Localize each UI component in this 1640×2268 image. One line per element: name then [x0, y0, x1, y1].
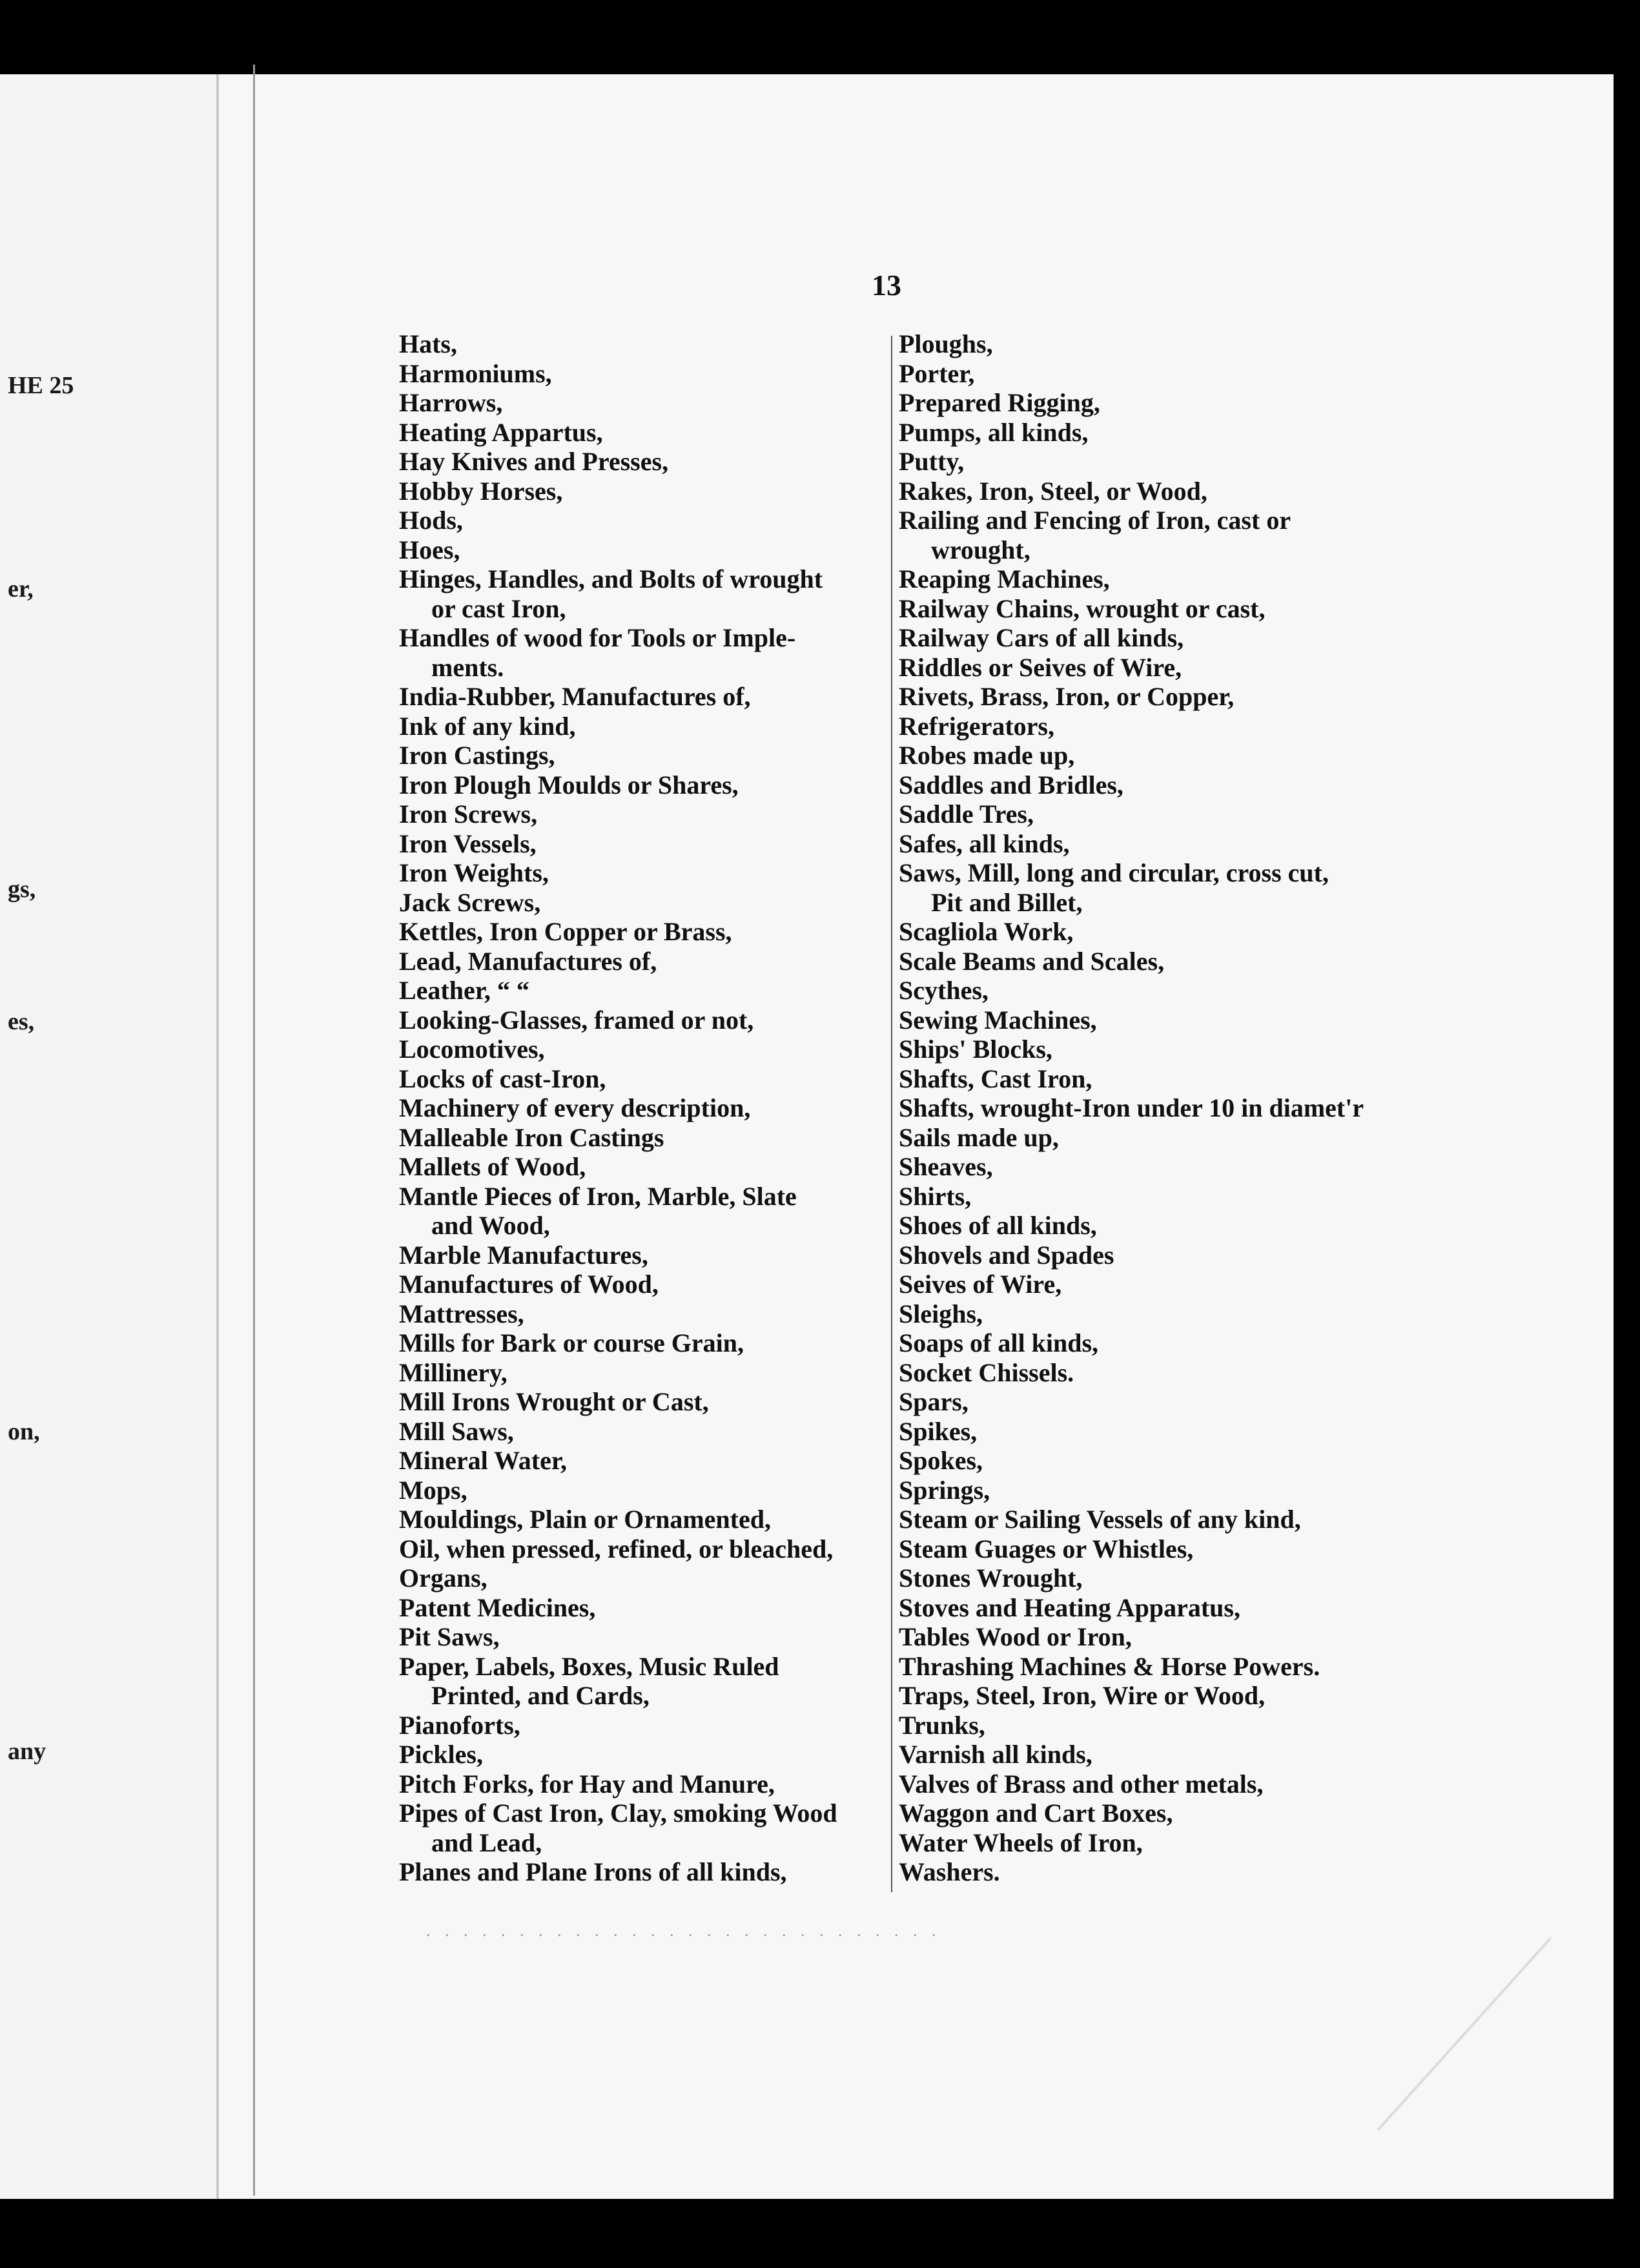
list-item-continuation: Printed, and Cards, — [431, 1681, 650, 1710]
list-item: Iron Screws, — [399, 799, 538, 829]
list-item: Locks of cast-Iron, — [399, 1064, 606, 1093]
list-item: Machinery of every description, — [399, 1093, 751, 1122]
list-item: Marble Manufactures, — [399, 1240, 648, 1270]
facing-page-fragment: er, — [8, 575, 34, 603]
list-item: Steam or Sailing Vessels of any kind, — [899, 1505, 1301, 1534]
list-item: Mouldings, Plain or Ornamented, — [399, 1505, 771, 1534]
list-item: Sheaves, — [899, 1152, 993, 1181]
list-item: Jack Screws, — [399, 887, 541, 917]
list-item: Railway Cars of all kinds, — [899, 623, 1184, 652]
list-item: Heating Appartus, — [399, 417, 603, 447]
facing-page-edge — [0, 74, 216, 2199]
list-item: Ink of any kind, — [399, 711, 576, 741]
list-item: Shovels and Spades — [899, 1240, 1114, 1270]
list-item: Mops, — [399, 1475, 467, 1505]
list-item: Mill Saws, — [399, 1416, 514, 1446]
list-item: Shafts, Cast Iron, — [899, 1064, 1092, 1093]
list-item: Water Wheels of Iron, — [899, 1828, 1143, 1857]
list-item: Saddles and Bridles, — [899, 770, 1123, 799]
facing-page-fragment: es, — [8, 1008, 35, 1035]
page-footer-marks: . . . . . . . . . . . . . . . . . . . . . . . . . . . . — [426, 1921, 941, 1940]
list-item: Leather, “ “ — [399, 976, 529, 1005]
list-item: Sewing Machines, — [899, 1005, 1097, 1035]
list-item: Patent Medicines, — [399, 1593, 596, 1622]
list-item: Hods, — [399, 506, 463, 535]
facing-page-fragment: on, — [8, 1418, 40, 1445]
list-item: Malleable Iron Castings — [399, 1122, 664, 1152]
list-item: Ships' Blocks, — [899, 1035, 1052, 1064]
list-item: Soaps of all kinds, — [899, 1328, 1099, 1357]
list-item: Refrigerators, — [899, 711, 1054, 741]
list-item: Trunks, — [899, 1710, 985, 1740]
list-item: Washers. — [899, 1857, 1000, 1886]
list-item: Mattresses, — [399, 1299, 524, 1328]
list-item: Traps, Steel, Iron, Wire or Wood, — [899, 1681, 1266, 1710]
list-item: Harrows, — [399, 388, 503, 417]
list-item: Hay Knives and Presses, — [399, 447, 669, 476]
list-item-continuation: or cast Iron, — [431, 593, 566, 623]
right-column-list — [899, 329, 1389, 1887]
list-item: Rivets, Brass, Iron, or Copper, — [899, 682, 1235, 711]
list-item: Riddles or Seives of Wire, — [899, 652, 1182, 682]
list-item: Sleighs, — [899, 1299, 983, 1328]
list-item: Robes made up, — [899, 741, 1075, 770]
list-item: Spars, — [899, 1387, 969, 1416]
list-item: Mantle Pieces of Iron, Marble, Slate — [399, 1181, 797, 1211]
list-item: Railing and Fencing of Iron, cast or — [899, 506, 1291, 535]
list-item: Pumps, all kinds, — [899, 417, 1089, 447]
list-item: Hats, — [399, 329, 457, 358]
list-item-continuation: wrought, — [931, 535, 1030, 564]
list-item: Springs, — [899, 1475, 990, 1505]
facing-page-fragment: any — [8, 1738, 46, 1765]
page-number: 13 — [872, 269, 901, 302]
list-item: Saddle Tres, — [899, 799, 1034, 829]
list-item: Scagliola Work, — [899, 917, 1074, 946]
list-item: Putty, — [899, 447, 965, 476]
left-column-list — [399, 329, 890, 1887]
scan-border — [0, 0, 1640, 77]
list-item: Iron Castings, — [399, 741, 555, 770]
list-item: Seives of Wire, — [899, 1270, 1062, 1299]
list-item: Waggon and Cart Boxes, — [899, 1799, 1173, 1828]
list-item: Porter, — [899, 358, 975, 388]
list-item: Reaping Machines, — [899, 564, 1110, 593]
list-item: Varnish all kinds, — [899, 1740, 1092, 1769]
list-item: Spokes, — [899, 1446, 983, 1475]
list-item: Safes, all kinds, — [899, 829, 1070, 858]
list-item: Shafts, wrought-Iron under 10 in diamet'r — [899, 1093, 1364, 1122]
list-item: Saws, Mill, long and circular, cross cut, — [899, 858, 1329, 887]
list-item-continuation: Pit and Billet, — [931, 887, 1083, 917]
list-item: Oil, when pressed, refined, or bleached, — [399, 1534, 834, 1563]
list-item: Shirts, — [899, 1181, 972, 1211]
list-item: Pickles, — [399, 1740, 483, 1769]
list-item: Planes and Plane Irons of all kinds, — [399, 1857, 787, 1886]
facing-page-fragment: gs, — [8, 876, 36, 903]
list-item-continuation: and Lead, — [431, 1828, 542, 1857]
list-item: Pianoforts, — [399, 1710, 520, 1740]
facing-page-fragment: HE 25 — [8, 372, 74, 399]
list-item: Ploughs, — [899, 329, 993, 358]
list-item: India-Rubber, Manufactures of, — [399, 682, 751, 711]
list-item-continuation: ments. — [431, 652, 504, 682]
list-item: Looking-Glasses, framed or not, — [399, 1005, 754, 1035]
list-item: Handles of wood for Tools or Imple- — [399, 623, 796, 652]
list-item: Locomotives, — [399, 1035, 545, 1064]
list-item: Scythes, — [899, 976, 989, 1005]
list-item: Railway Chains, wrought or cast, — [899, 593, 1266, 623]
list-item: Hoes, — [399, 535, 460, 564]
list-item: Manufactures of Wood, — [399, 1270, 659, 1299]
list-item: Scale Beams and Scales, — [899, 946, 1165, 976]
list-item: Mallets of Wood, — [399, 1152, 586, 1181]
list-item: Spikes, — [899, 1416, 978, 1446]
list-item: Shoes of all kinds, — [899, 1211, 1097, 1240]
list-item: Pit Saws, — [399, 1622, 500, 1651]
list-item: Pipes of Cast Iron, Clay, smoking Wood — [399, 1799, 837, 1828]
list-item: Organs, — [399, 1563, 487, 1593]
list-item: Mill Irons Wrought or Cast, — [399, 1387, 709, 1416]
list-item: Socket Chissels. — [899, 1357, 1074, 1387]
list-item-continuation: and Wood, — [431, 1211, 550, 1240]
list-item: Mills for Bark or course Grain, — [399, 1328, 744, 1357]
list-item: Rakes, Iron, Steel, or Wood, — [899, 476, 1207, 506]
list-item: Millinery, — [399, 1357, 507, 1387]
list-item: Steam Guages or Whistles, — [899, 1534, 1194, 1563]
list-item: Harmoniums, — [399, 358, 552, 388]
list-item: Prepared Rigging, — [899, 388, 1100, 417]
list-item: Thrashing Machines & Horse Powers. — [899, 1651, 1320, 1681]
list-item: Hinges, Handles, and Bolts of wrought — [399, 564, 823, 593]
list-item: Tables Wood or Iron, — [899, 1622, 1132, 1651]
list-item: Sails made up, — [899, 1122, 1059, 1152]
column-divider — [891, 336, 892, 1892]
list-item: Iron Plough Moulds or Shares, — [399, 770, 739, 799]
list-item: Stoves and Heating Apparatus, — [899, 1593, 1240, 1622]
list-item: Paper, Labels, Boxes, Music Ruled — [399, 1651, 779, 1681]
list-item: Valves of Brass and other metals, — [899, 1769, 1264, 1799]
list-item: Mineral Water, — [399, 1446, 567, 1475]
list-item: Pitch Forks, for Hay and Manure, — [399, 1769, 775, 1799]
page-edge-shadow — [253, 65, 255, 2196]
list-item: Stones Wrought, — [899, 1563, 1083, 1593]
list-item: Kettles, Iron Copper or Brass, — [399, 917, 732, 946]
list-item: Hobby Horses, — [399, 476, 563, 506]
list-item: Iron Vessels, — [399, 829, 537, 858]
list-item: Iron Weights, — [399, 858, 549, 887]
list-item: Lead, Manufactures of, — [399, 946, 657, 976]
